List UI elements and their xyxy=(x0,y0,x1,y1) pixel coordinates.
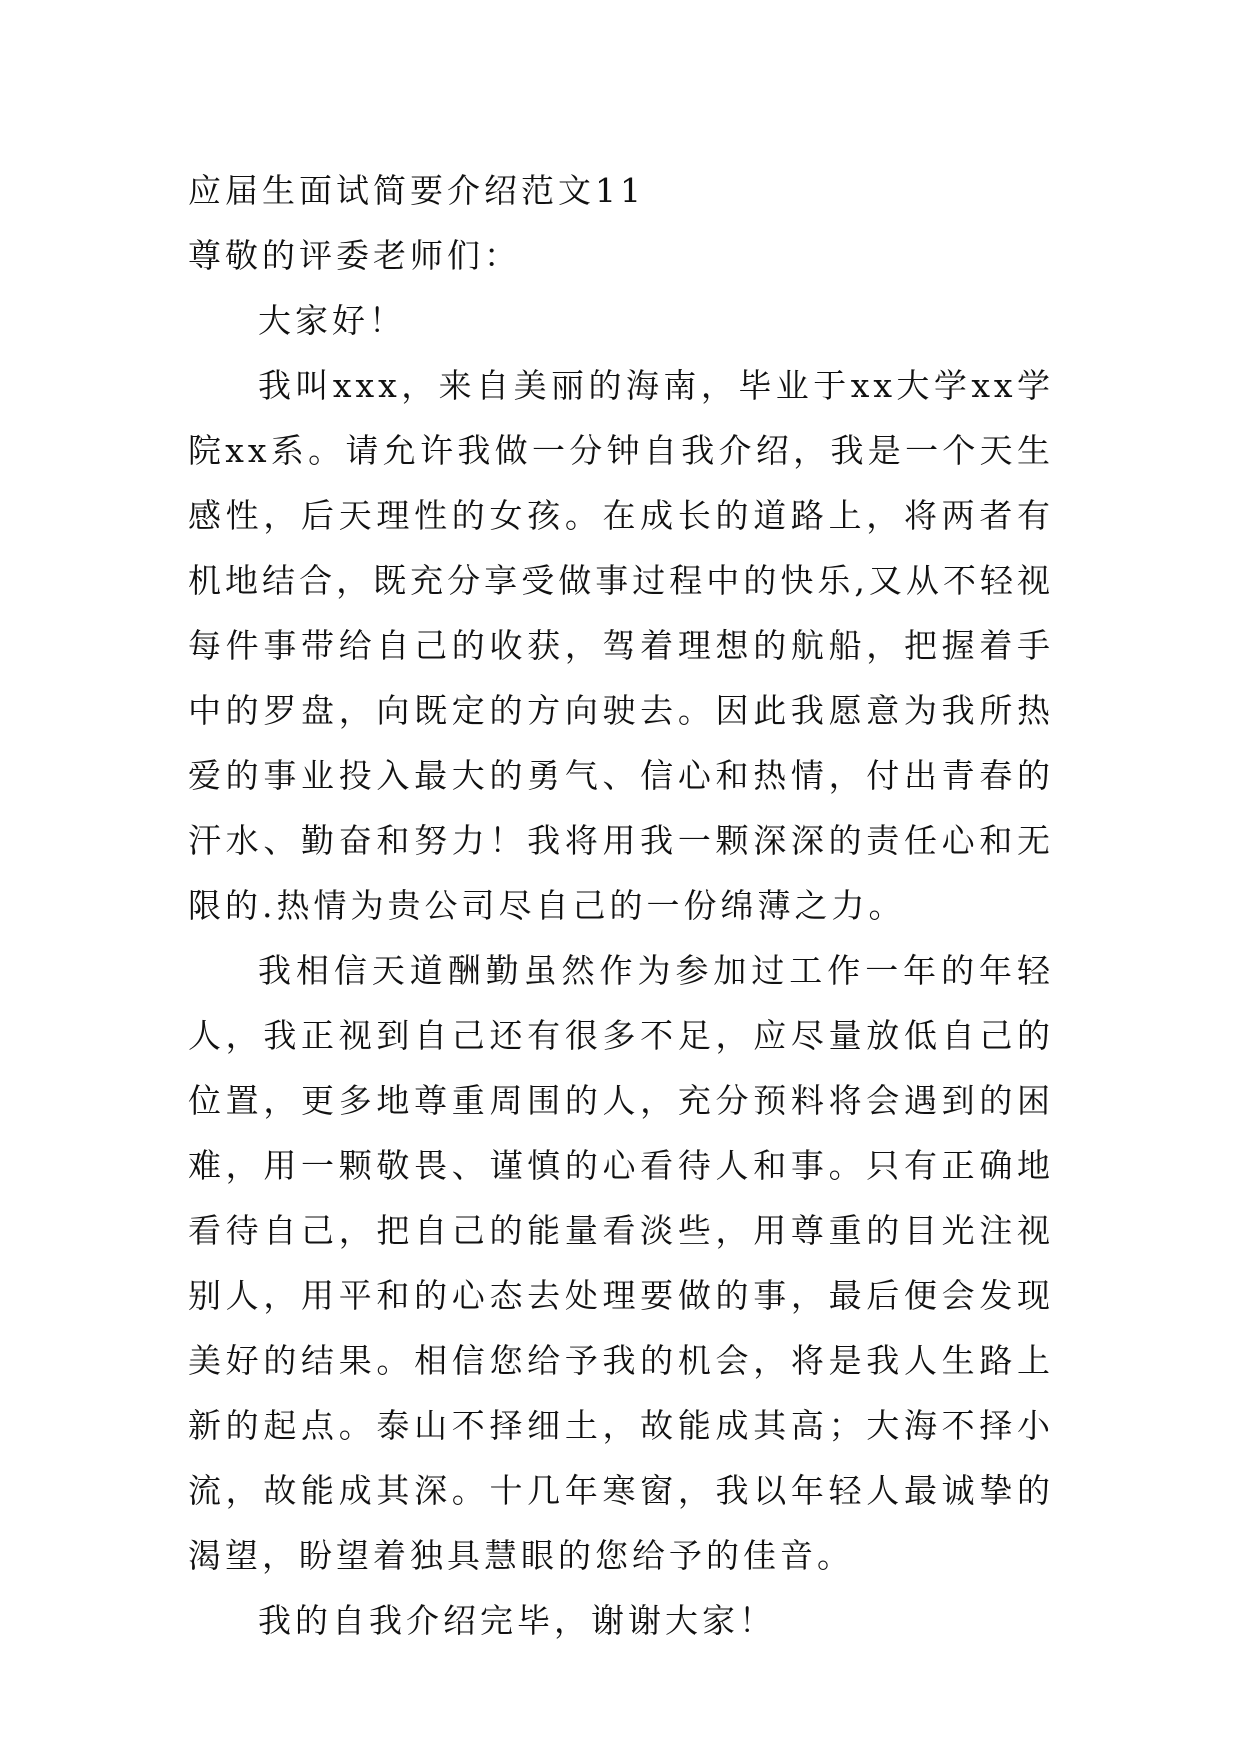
greeting: 大家好！ xyxy=(258,301,406,340)
salutation: 尊敬的评委老师们： xyxy=(188,236,521,275)
document-body xyxy=(188,158,1054,1653)
body-paragraph-1: 我叫xxx，来自美丽的海南，毕业于xx大学xx学院xx系。请允许我做一分钟自我介绍，我是一个天生感性，后天理性的女孩。在成长的道路上，将两者有机地结合，既充分享受做事过程中的快乐,又从不轻视每件事带给自己的收获，驾着理想的航船，把握着手中的罗盘，向既定的方向驶去。因此我愿意为我所热爱的事业投入最大的勇气、信心和热情，付出青春的汗水、勤奋和努力！我将用我一颗深深的责任心和无限的.热情为贵公司尽自己的一份绵薄之力。 xyxy=(188,366,1054,925)
document-title: 应届生面试简要介绍范文11 xyxy=(188,171,645,210)
closing-line: 我的自我介绍完毕，谢谢大家！ xyxy=(258,1601,776,1640)
body-paragraph-2: 我相信天道酬勤虽然作为参加过工作一年的年轻人，我正视到自己还有很多不足，应尽量放低自己的位置，更多地尊重周围的人，充分预料将会遇到的困难，用一颗敬畏、谨慎的心看待人和事。只有正确地看待自己，把自己的能量看淡些，用尊重的目光注视别人，用平和的心态去处理要做的事，最后便会发现美好的结果。相信您给予我的机会，将是我人生路上新的起点。泰山不择细土，故能成其高；大海不择小流，故能成其深。十几年寒窗，我以年轻人最诚挚的渴望，盼望着独具慧眼的您给予的佳音。 xyxy=(188,951,1054,1575)
